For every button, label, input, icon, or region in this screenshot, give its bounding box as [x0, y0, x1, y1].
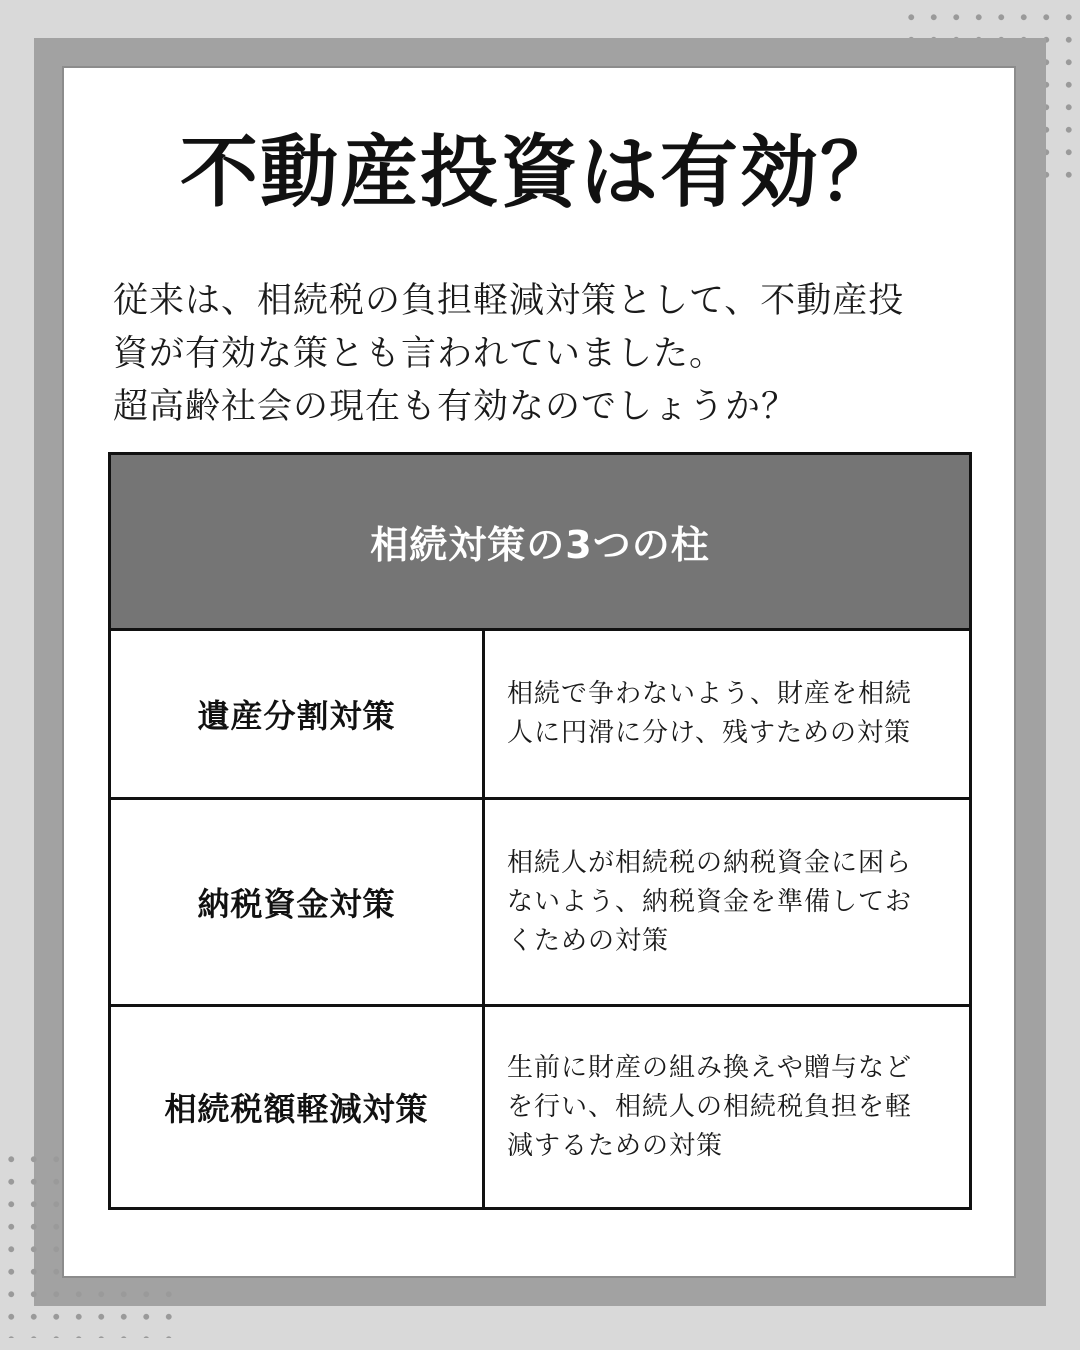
page-title: 不動産投資は有効？ [179, 128, 900, 218]
intro-line: 従来は、相続税の負担軽減対策として、不動産投 [113, 281, 905, 321]
description-line: 相続人が相続税の納税資金に困ら [507, 847, 913, 878]
row-label: 納税資金対策 [111, 800, 485, 1004]
row-description [485, 1007, 969, 1207]
intro-line: 資が有効な策とも言われていました。 [113, 334, 726, 374]
intro-text [113, 275, 973, 434]
row-label: 遺産分割対策 [111, 631, 485, 797]
description-line: を行い、相続人の相続税負担を軽 [507, 1091, 913, 1122]
intro-line: 超高齢社会の現在も有効なのでしょうか？ [113, 387, 798, 427]
row-description [485, 800, 969, 1004]
table-row [111, 800, 969, 1007]
table-row [111, 631, 969, 800]
description-line: 生前に財産の組み換えや贈与など [507, 1052, 913, 1083]
strategy-table [108, 452, 972, 1210]
description-line: 人に円滑に分け、残すための対策 [507, 718, 911, 748]
row-description [485, 631, 969, 797]
row-label: 相続税額軽減対策 [111, 1007, 485, 1207]
description-line: ないよう、納税資金を準備してお [507, 886, 913, 917]
table-header: 相続対策の3つの柱 [111, 455, 969, 631]
description-line: 相続で争わないよう、財産を相続 [507, 679, 913, 709]
table-row [111, 1007, 969, 1207]
description-line: くための対策 [507, 925, 670, 956]
description-line: 減するための対策 [507, 1130, 724, 1161]
